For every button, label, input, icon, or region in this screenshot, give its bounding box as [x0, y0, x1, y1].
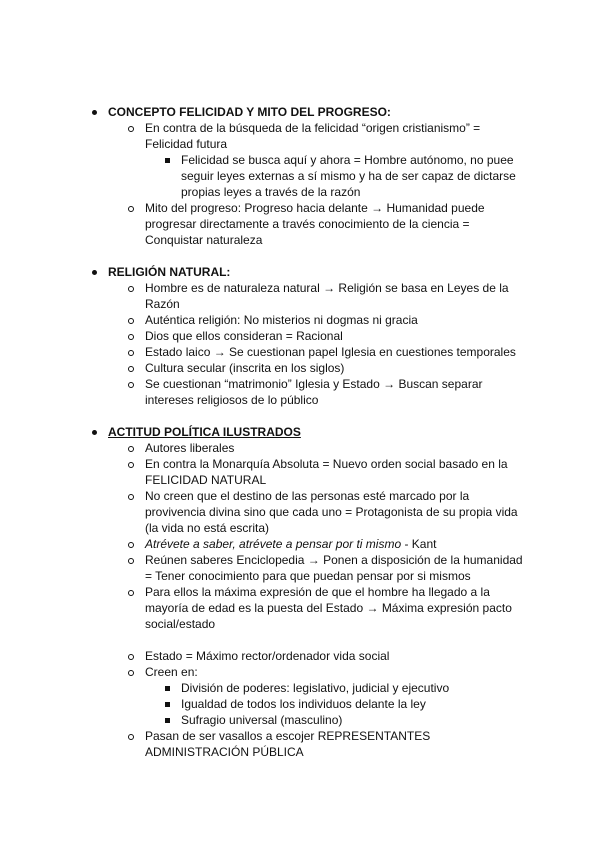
list-item-line: Cultura secular (inscrita en los siglos)	[145, 361, 345, 375]
list-item-line: No creen que el destino de las personas esté marcado por la	[145, 489, 470, 503]
circle-bullet-icon	[128, 382, 134, 388]
list-item-line: intereses religiosos de lo público	[145, 393, 319, 407]
list-item-line: Estado laico → Se cuestionan papel Iglesia en cuestiones temporales	[145, 345, 516, 359]
list-item-line: Se cuestionan “matrimonio” Iglesia y Estado → Buscan separar	[145, 377, 483, 391]
circle-bullet-icon	[128, 126, 134, 132]
list-item-line: Sufragio universal (masculino)	[181, 713, 343, 727]
square-bullet-icon	[165, 158, 170, 163]
circle-bullet-icon	[128, 542, 134, 548]
list-item-line: provivencia divina sino que cada uno = Protagonista de su propia vida	[145, 505, 518, 519]
list-item-line: Autores liberales	[145, 441, 235, 455]
list-item-line: Reúnen saberes Enciclopedia → Ponen a disposición de la humanidad	[145, 553, 523, 567]
section-heading: CONCEPTO FELICIDAD Y MITO DEL PROGRESO:	[108, 105, 391, 119]
list-item-line: Creen en:	[145, 665, 198, 679]
list-item-line: Pasan de ser vasallos a escojer REPRESENTANTES	[145, 729, 431, 743]
list-item-line: Dios que ellos consideran = Racional	[145, 329, 343, 343]
list-item-line: Hombre es de naturaleza natural → Religión se basa en Leyes de la	[145, 281, 509, 295]
circle-bullet-icon	[128, 318, 134, 324]
list-item-line: Conquistar naturaleza	[145, 233, 263, 247]
kant-attribution: - Kant	[401, 537, 437, 551]
list-item-line: División de poderes: legislativo, judicial y ejecutivo	[181, 681, 450, 695]
list-item-line: propias leyes a través de la razón	[181, 185, 361, 199]
list-item-line: Para ellos la máxima expresión de que el hombre ha llegado a la	[145, 585, 490, 599]
circle-bullet-icon	[128, 590, 134, 596]
list-item-line: social/estado	[145, 617, 216, 631]
disc-bullet-icon	[92, 110, 97, 115]
disc-bullet-icon	[92, 430, 97, 435]
kant-quote-line	[145, 536, 436, 552]
disc-bullet-icon	[92, 270, 97, 275]
circle-bullet-icon	[128, 366, 134, 372]
list-item-line: Igualdad de todos los individuos delante la ley	[181, 697, 426, 711]
list-item-line: FELICIDAD NATURAL	[145, 473, 267, 487]
list-item-line: (la vida no está escrita)	[145, 521, 270, 535]
circle-bullet-icon	[128, 670, 134, 676]
list-item-line: = Tener conocimiento para que puedan pensar por si mismos	[145, 569, 471, 583]
section-heading: ACTITUD POLÍTICA ILUSTRADOS	[108, 425, 301, 439]
circle-bullet-icon	[128, 494, 134, 500]
square-bullet-icon	[165, 686, 170, 691]
list-item-line: En contra de la búsqueda de la felicidad “origen cristianismo” =	[145, 121, 481, 135]
circle-bullet-icon	[128, 286, 134, 292]
list-item-line: mayoría de edad es la puesta del Estado → Máxima expresión pacto	[145, 601, 512, 615]
circle-bullet-icon	[128, 462, 134, 468]
list-item-line: Auténtica religión: No misterios ni dogmas ni gracia	[145, 313, 418, 327]
circle-bullet-icon	[128, 558, 134, 564]
list-item-line: En contra la Monarquía Absoluta = Nuevo orden social basado en la	[145, 457, 508, 471]
list-item-line: progresar directamente a través conocimiento de la ciencia =	[145, 217, 470, 231]
circle-bullet-icon	[128, 350, 134, 356]
list-item-line: Razón	[145, 297, 180, 311]
section-heading: RELIGIÓN NATURAL:	[108, 265, 231, 279]
square-bullet-icon	[165, 702, 170, 707]
circle-bullet-icon	[128, 334, 134, 340]
list-item-line: Mito del progreso: Progreso hacia delante → Humanidad puede	[145, 201, 485, 215]
circle-bullet-icon	[128, 734, 134, 740]
list-item-line: Felicidad se busca aquí y ahora = Hombre autónomo, no puee	[181, 153, 514, 167]
circle-bullet-icon	[128, 446, 134, 452]
circle-bullet-icon	[128, 206, 134, 212]
list-item-line: Estado = Máximo rector/ordenador vida social	[145, 649, 390, 663]
list-item-line: Felicidad futura	[145, 137, 228, 151]
circle-bullet-icon	[128, 654, 134, 660]
list-item-line: seguir leyes externas a sí mismo y ha de ser capaz de dictarse	[181, 169, 516, 183]
kant-quote: Atrévete a saber, atrévete a pensar por ti mismo	[145, 537, 402, 551]
list-item-line: ADMINISTRACIÓN PÚBLICA	[145, 745, 304, 759]
square-bullet-icon	[165, 718, 170, 723]
